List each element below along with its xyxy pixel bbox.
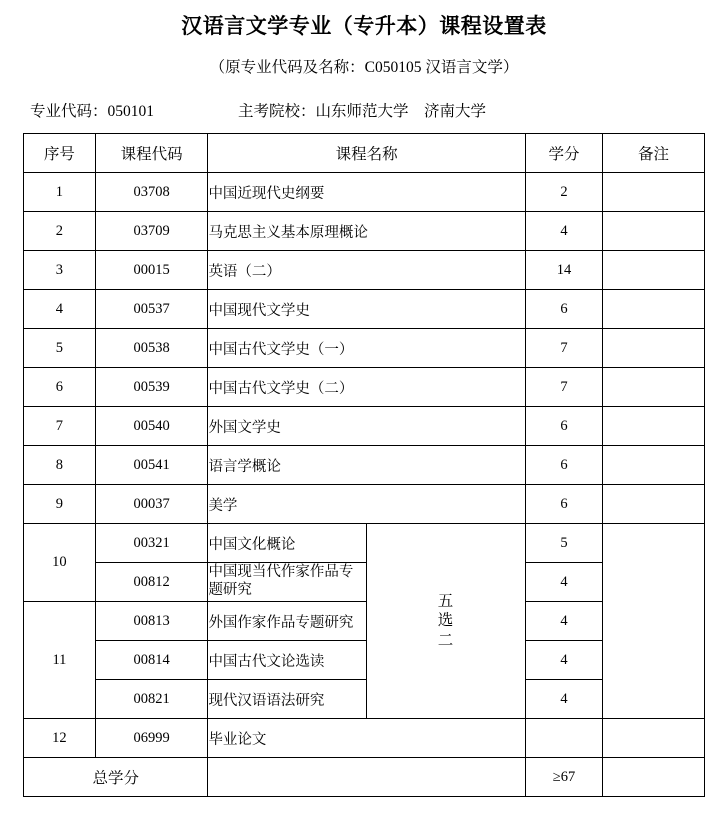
total-credits-blank — [208, 758, 525, 797]
row-name: 现代汉语语法研究 — [208, 680, 367, 719]
row-name: 美学 — [208, 485, 525, 524]
table-row — [24, 329, 705, 368]
pick-rule-char-1: 五 — [437, 593, 455, 611]
row-credit: 7 — [525, 329, 602, 368]
row-note — [603, 290, 705, 329]
row-note — [603, 368, 705, 407]
row-code: 00812 — [95, 563, 208, 602]
row-no-group-10: 10 — [24, 524, 96, 602]
table-row — [24, 173, 705, 212]
course-table-document — [0, 12, 728, 834]
row-credit: 4 — [525, 212, 602, 251]
row-name: 中国现代文学史 — [208, 290, 525, 329]
row-name: 中国古代文学史（二） — [208, 368, 525, 407]
major-code-label: 专业代码： — [30, 103, 108, 121]
row-no: 12 — [24, 719, 96, 758]
course-table-wrapper — [0, 133, 728, 797]
row-code: 00037 — [95, 485, 208, 524]
table-row — [24, 251, 705, 290]
row-credit — [525, 719, 602, 758]
row-credit: 14 — [525, 251, 602, 290]
row-code: 00321 — [95, 524, 208, 563]
row-note — [603, 212, 705, 251]
total-credits-label: 总学分 — [24, 758, 208, 797]
row-credit: 6 — [525, 290, 602, 329]
row-credit: 4 — [525, 680, 602, 719]
row-note — [603, 485, 705, 524]
table-row — [24, 407, 705, 446]
table-row-optional — [24, 602, 705, 641]
table-row-optional — [24, 680, 705, 719]
major-code-group — [30, 99, 154, 121]
table-row-optional — [24, 641, 705, 680]
row-code: 00541 — [95, 446, 208, 485]
row-no: 7 — [24, 407, 96, 446]
row-code: 00538 — [95, 329, 208, 368]
total-credits-value: ≥67 — [525, 758, 602, 797]
row-name: 外国作家作品专题研究 — [208, 602, 367, 641]
table-row-thesis — [24, 719, 705, 758]
header-code: 课程代码 — [95, 134, 208, 173]
row-credit: 6 — [525, 407, 602, 446]
row-note — [603, 251, 705, 290]
row-name: 外国文学史 — [208, 407, 525, 446]
row-name: 英语（二） — [208, 251, 525, 290]
row-no: 9 — [24, 485, 96, 524]
row-code: 00814 — [95, 641, 208, 680]
row-note — [603, 173, 705, 212]
row-code: 00015 — [95, 251, 208, 290]
header-no: 序号 — [24, 134, 96, 173]
page-title: 汉语言文学专业（专升本）课程设置表 — [181, 14, 547, 38]
pick-rule-char-2: 选 — [437, 612, 455, 630]
row-no: 1 — [24, 173, 96, 212]
row-name: 毕业论文 — [208, 719, 525, 758]
row-no: 4 — [24, 290, 96, 329]
row-name: 中国文化概论 — [208, 524, 367, 563]
header-credit: 学分 — [525, 134, 602, 173]
row-code: 00540 — [95, 407, 208, 446]
row-code: 00537 — [95, 290, 208, 329]
row-no-group-11: 11 — [24, 602, 96, 719]
table-row — [24, 485, 705, 524]
row-credit: 7 — [525, 368, 602, 407]
row-no: 2 — [24, 212, 96, 251]
row-note — [603, 407, 705, 446]
row-code: 00821 — [95, 680, 208, 719]
table-row-optional — [24, 524, 705, 563]
total-credits-note — [603, 758, 705, 797]
row-credit: 4 — [525, 602, 602, 641]
row-no: 8 — [24, 446, 96, 485]
row-credit: 4 — [525, 563, 602, 602]
pick-rule-cell — [367, 524, 526, 719]
row-credit: 6 — [525, 485, 602, 524]
table-row — [24, 290, 705, 329]
row-note — [603, 446, 705, 485]
row-code: 00539 — [95, 368, 208, 407]
table-header-row — [24, 134, 705, 173]
table-row — [24, 212, 705, 251]
row-code: 00813 — [95, 602, 208, 641]
row-credit: 6 — [525, 446, 602, 485]
school-value: 山东师范大学 济南大学 — [315, 103, 487, 121]
row-credit: 5 — [525, 524, 602, 563]
row-code: 03708 — [95, 173, 208, 212]
row-code: 06999 — [95, 719, 208, 758]
table-row — [24, 446, 705, 485]
table-row — [24, 368, 705, 407]
row-name: 语言学概论 — [208, 446, 525, 485]
header-note: 备注 — [603, 134, 705, 173]
course-table — [23, 133, 705, 797]
school-group — [238, 99, 486, 121]
meta-row — [0, 99, 728, 121]
row-name: 中国古代文论选读 — [208, 641, 367, 680]
table-row-total — [24, 758, 705, 797]
row-no: 5 — [24, 329, 96, 368]
row-no: 6 — [24, 368, 96, 407]
row-name: 中国现当代作家作品专题研究 — [208, 563, 367, 602]
row-note-group — [603, 524, 705, 719]
table-row-optional — [24, 563, 705, 602]
row-name: 中国古代文学史（一） — [208, 329, 525, 368]
row-credit: 2 — [525, 173, 602, 212]
row-code: 03709 — [95, 212, 208, 251]
school-label: 主考院校： — [238, 103, 316, 121]
page-subtitle: （原专业代码及名称：C050105 汉语言文学） — [209, 59, 519, 77]
row-note — [603, 719, 705, 758]
header-name: 课程名称 — [208, 134, 525, 173]
major-code-value: 050101 — [107, 103, 155, 121]
row-name: 马克思主义基本原理概论 — [208, 212, 525, 251]
row-credit: 4 — [525, 641, 602, 680]
row-name: 中国近现代史纲要 — [208, 173, 525, 212]
row-note — [603, 329, 705, 368]
pick-rule-char-3: 二 — [437, 631, 455, 649]
row-no: 3 — [24, 251, 96, 290]
